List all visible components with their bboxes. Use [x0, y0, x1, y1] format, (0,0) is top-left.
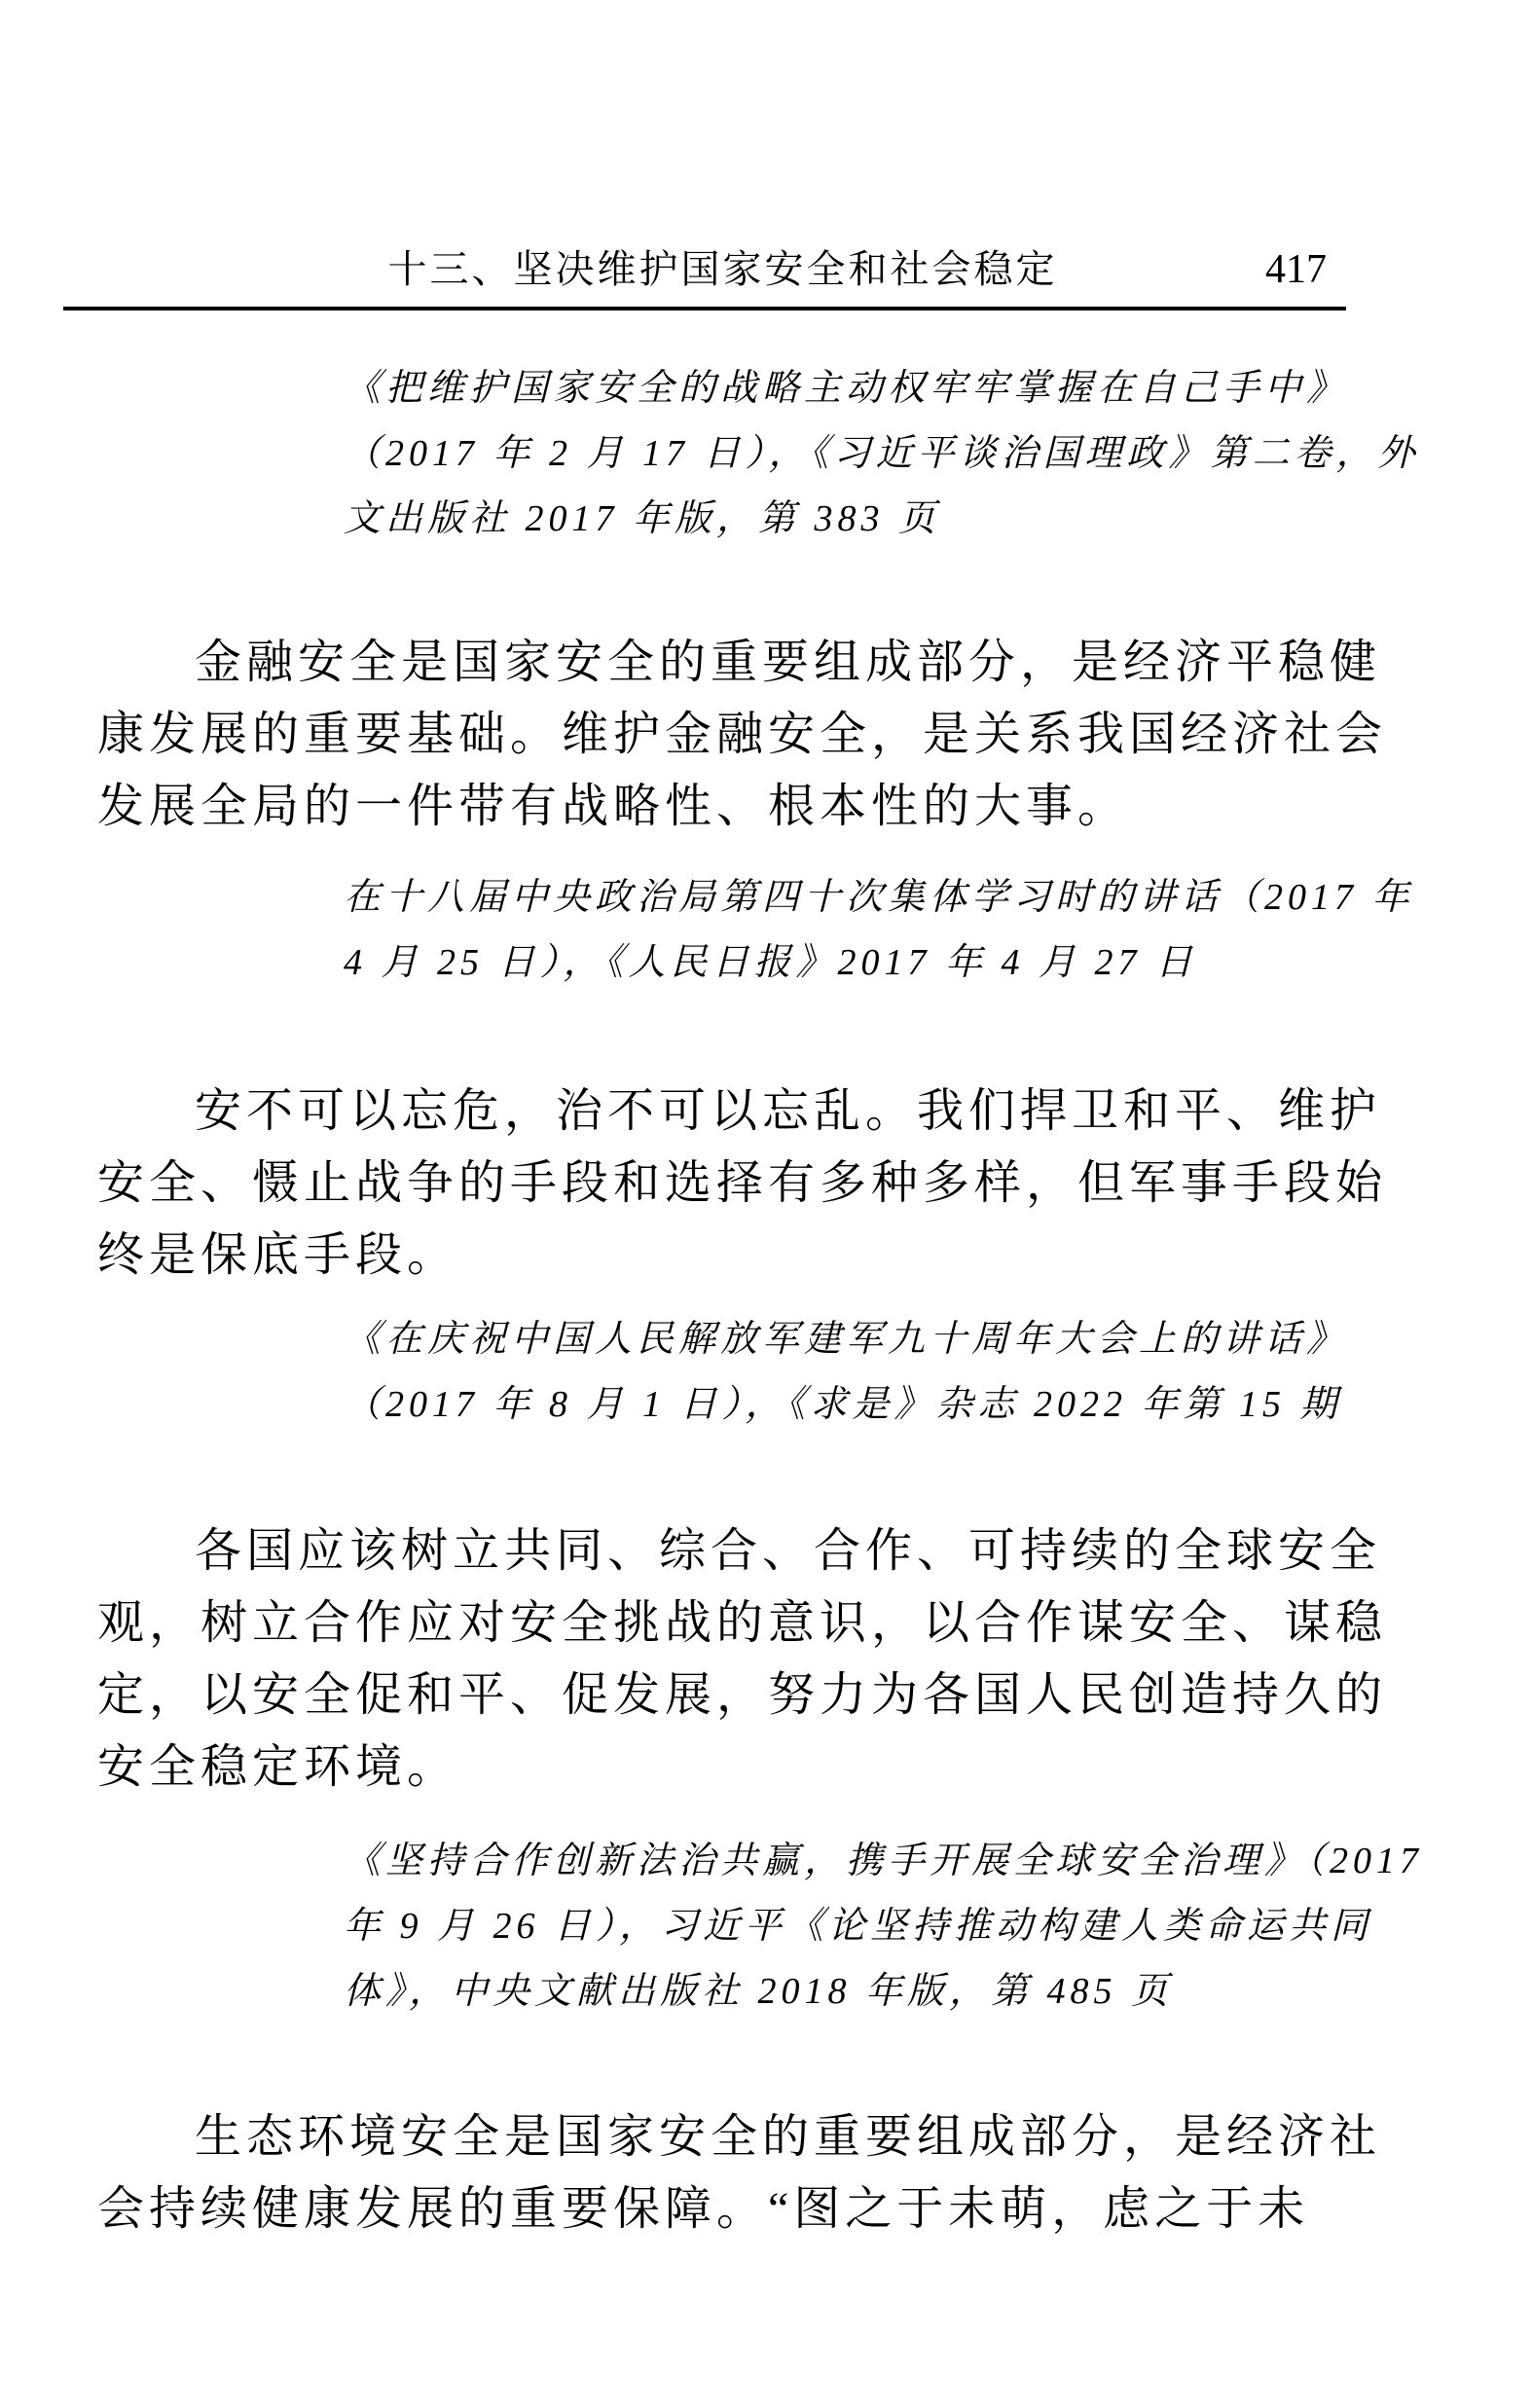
text-line: 终是保底手段。: [97, 1229, 459, 1281]
body-paragraph: [97, 627, 1388, 843]
text-line: 观，树立合作应对安全挑战的意识，以合作谋安全、谋稳: [97, 1597, 1388, 1649]
text-line: 文出版社 2017 年版，第 383 页: [344, 498, 941, 539]
body-paragraph: [97, 2101, 1382, 2245]
text-line: 体》，中央文献出版社 2018 年版，第 485 页: [344, 1971, 1174, 2012]
text-line: 在十八届中央政治局第四十次集体学习时的讲话（2017 年: [344, 877, 1414, 918]
text-line: 生态环境安全是国家安全的重要组成部分，是经济社: [195, 2111, 1382, 2163]
text-line: 安全、慑止战争的手段和选择有多种多样，但军事手段始: [97, 1157, 1388, 1209]
text-line: 《坚持合作创新法治共赢，携手开展全球安全治理》（2017: [344, 1841, 1424, 1881]
text-line: 定，以安全促和平、促发展，努力为各国人民创造持久的: [97, 1669, 1388, 1721]
body-paragraph: [97, 1515, 1388, 1804]
text-line: 各国应该树立共同、综合、合作、可持续的全球安全: [195, 1525, 1382, 1577]
page-number: 417: [1265, 247, 1327, 292]
text-line: 4 月 25 日），《人民日报》2017 年 4 月 27 日: [344, 942, 1198, 983]
source-citation: [344, 356, 1420, 552]
text-line: 年 9 月 26 日），习近平《论坚持推动构建人类命运共同: [344, 1906, 1373, 1947]
text-line: 安全稳定环境。: [97, 1741, 459, 1793]
text-line: 康发展的重要基础。维护金融安全，是关系我国经济社会: [97, 709, 1388, 760]
text-line: 《把维护国家安全的战略主动权牢牢掌握在自己手中》: [344, 368, 1349, 409]
text-line: 发展全局的一件带有战略性、根本性的大事。: [97, 781, 1130, 832]
text-line: 安不可以忘危，治不可以忘乱。我们捍卫和平、维护: [195, 1085, 1382, 1137]
text-line: （2017 年 2 月 17 日），《习近平谈治国理政》第二卷，外: [344, 433, 1420, 474]
text-line: 《在庆祝中国人民解放军建军九十周年大会上的讲话》: [344, 1319, 1349, 1360]
running-header-title: 十三、坚决维护国家安全和社会稳定: [387, 247, 1058, 291]
text-line: 金融安全是国家安全的重要组成部分，是经济平稳健: [195, 637, 1382, 688]
source-citation: [344, 1307, 1348, 1438]
text-line: （2017 年 8 月 1 日），《求是》杂志 2022 年第 15 期: [344, 1384, 1342, 1425]
text-line: 会持续健康发展的重要保障。“图之于未萌，虑之于未: [97, 2183, 1310, 2235]
source-citation: [344, 865, 1414, 996]
source-citation: [344, 1829, 1424, 2025]
body-paragraph: [97, 1076, 1388, 1292]
